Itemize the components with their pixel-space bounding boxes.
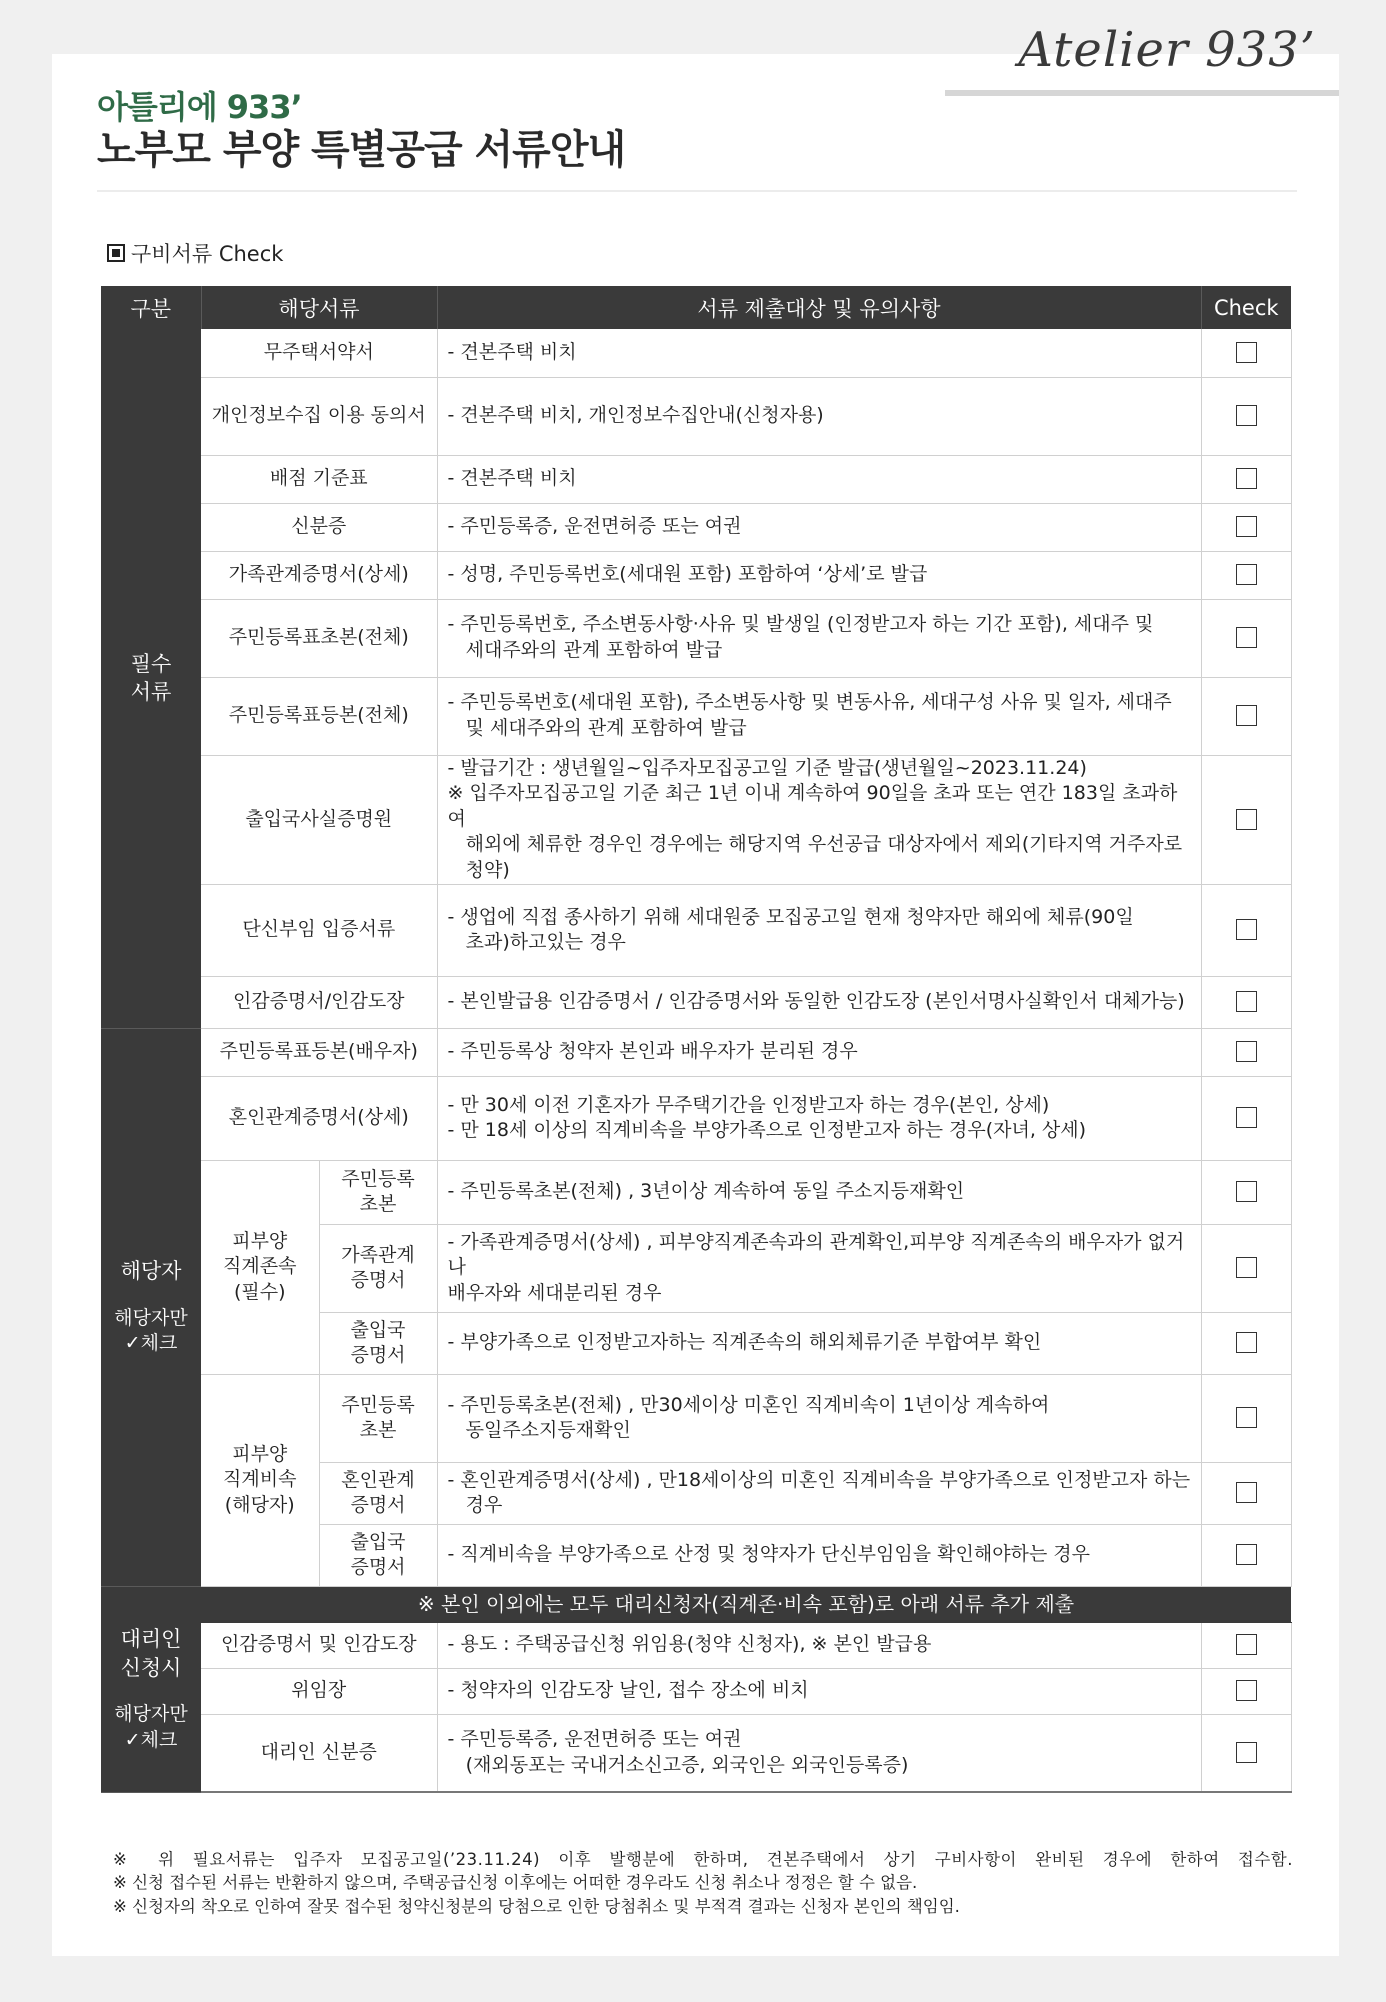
document-note: - 용도 : 주택공급신청 위임용(청약 신청자), ※ 본인 발급용 <box>437 1622 1201 1668</box>
document-note: - 주민등록번호(세대원 포함), 주소변동사항 및 변동사유, 세대구성 사유 및 일자, 세대주 및 세대주와의 관계 포함하여 발급 <box>437 677 1201 755</box>
checkbox[interactable] <box>1236 1680 1257 1701</box>
checkbox[interactable] <box>1236 705 1257 726</box>
document-name: 인감증명서/인감도장 <box>201 976 437 1028</box>
document-name: 주민등록표등본(배우자) <box>201 1028 437 1076</box>
check-cell <box>1201 1224 1291 1312</box>
checkbox[interactable] <box>1236 1634 1257 1655</box>
checkbox[interactable] <box>1236 1332 1257 1353</box>
document-note: - 발급기간 : 생년월일~입주자모집공고일 기준 발급(생년월일~2023.11.24) ※ 입주자모집공고일 기준 최근 1년 이내 계속하여 90일을 초과 또는 연간 183일 초과하여 해외에 체류한 경우인 경우에는 해당지역 우선공급 대상자에서 제외(기타지역 거주자로 청약) <box>437 755 1201 884</box>
checkbox[interactable] <box>1236 1181 1257 1202</box>
category-applicable-sub-label: 해당자만 ✓체크 <box>114 1306 188 1355</box>
document-note: - 청약자의 인감도장 날인, 접수 장소에 비치 <box>437 1668 1201 1714</box>
category-proxy <box>101 1586 201 1792</box>
table-row <box>101 884 1291 976</box>
table-row <box>101 503 1291 551</box>
checkbox[interactable] <box>1236 342 1257 363</box>
table-row <box>101 1714 1291 1792</box>
table-row <box>101 976 1291 1028</box>
document-note: - 주민등록초본(전체) , 3년이상 계속하여 동일 주소지등재확인 <box>437 1160 1201 1224</box>
section-label <box>107 238 283 268</box>
document-name: 출입국 증명서 <box>319 1312 437 1374</box>
check-cell <box>1201 1076 1291 1160</box>
check-cell <box>1201 377 1291 455</box>
document-name: 혼인관계 증명서 <box>319 1462 437 1524</box>
check-cell <box>1201 677 1291 755</box>
document-note: - 직계비속을 부양가족으로 산정 및 청약자가 단신부임임을 확인해야하는 경우 <box>437 1524 1201 1586</box>
document-name: 대리인 신분증 <box>201 1714 437 1792</box>
category-proxy-label: 대리인 신청시 <box>120 1627 182 1680</box>
check-cell <box>1201 551 1291 599</box>
table-row <box>101 1622 1291 1668</box>
category-applicable-label: 해당자 <box>120 1259 182 1284</box>
footer-note-1: ※ 위 필요서류는 입주자 모집공고일(’23.11.24) 이후 발행분에 한하며, 견본주택에서 상기 구비사항이 완비된 경우에 한하여 접수함. <box>113 1850 1293 1869</box>
check-cell <box>1201 884 1291 976</box>
check-cell <box>1201 1668 1291 1714</box>
table-header-row <box>101 286 1291 329</box>
category-applicable <box>101 1028 201 1586</box>
checkbox[interactable] <box>1236 1544 1257 1565</box>
check-cell <box>1201 455 1291 503</box>
document-note: - 혼인관계증명서(상세) , 만18세이상의 미혼인 직계비속을 부양가족으로 인정받고자 하는 경우 <box>437 1462 1201 1524</box>
checkbox[interactable] <box>1236 1742 1257 1763</box>
table-row <box>101 677 1291 755</box>
footer-notes <box>113 1848 1293 1918</box>
check-cell <box>1201 1374 1291 1462</box>
category-required-label: 필수 서류 <box>130 652 172 705</box>
check-cell <box>1201 1462 1291 1524</box>
checkbox[interactable] <box>1236 516 1257 537</box>
document-name: 출입국사실증명원 <box>201 755 437 884</box>
header-divider <box>97 190 1297 192</box>
document-note: - 견본주택 비치 <box>437 455 1201 503</box>
check-cell <box>1201 1028 1291 1076</box>
document-name: 단신부임 입증서류 <box>201 884 437 976</box>
group-ascendant: 피부양 직계존속 (필수) <box>201 1160 319 1374</box>
checkbox[interactable] <box>1236 1407 1257 1428</box>
header-document: 해당서류 <box>201 286 437 329</box>
document-name: 위임장 <box>201 1668 437 1714</box>
document-note: - 견본주택 비치 <box>437 329 1201 377</box>
document-name: 주민등록표등본(전체) <box>201 677 437 755</box>
document-note: - 가족관계증명서(상세) , 피부양직계존속과의 관계확인,피부양 직계존속의 배우자가 없거나 배우자와 세대분리된 경우 <box>437 1224 1201 1312</box>
document-name: 신분증 <box>201 503 437 551</box>
check-cell <box>1201 503 1291 551</box>
check-cell <box>1201 599 1291 677</box>
table-row <box>101 1668 1291 1714</box>
table-row <box>101 1160 1291 1224</box>
footer-note-3: ※ 신청자의 착오로 인하여 잘못 접수된 청약신청분의 당첨으로 인한 당첨취소 및 부적격 결과는 신청자 본인의 책임임. <box>113 1896 960 1916</box>
proxy-banner: ※ 본인 이외에는 모두 대리신청자(직계존·비속 포함)로 아래 서류 추가 제출 <box>201 1586 1291 1622</box>
document-name: 주민등록표초본(전체) <box>201 599 437 677</box>
checkbox[interactable] <box>1236 1257 1257 1278</box>
category-required <box>101 329 201 1028</box>
documents-table <box>101 286 1292 1793</box>
document-note: - 성명, 주민등록번호(세대원 포함) 포함하여 ‘상세’로 발급 <box>437 551 1201 599</box>
group-descendant: 피부양 직계비속 (해당자) <box>201 1374 319 1586</box>
table-row <box>101 1028 1291 1076</box>
check-cell <box>1201 1714 1291 1792</box>
document-note: - 주민등록증, 운전면허증 또는 여권 (재외동포는 국내거소신고증, 외국인은 외국인등록증) <box>437 1714 1201 1792</box>
checkbox[interactable] <box>1236 919 1257 940</box>
document-name: 혼인관계증명서(상세) <box>201 1076 437 1160</box>
document-note: - 부양가족으로 인정받고자하는 직계존속의 해외체류기준 부합여부 확인 <box>437 1312 1201 1374</box>
check-cell <box>1201 976 1291 1028</box>
document-note: - 주민등록상 청약자 본인과 배우자가 분리된 경우 <box>437 1028 1201 1076</box>
check-cell <box>1201 329 1291 377</box>
header-subtitle: 아틀리에 933’ <box>97 88 302 126</box>
table-row <box>101 329 1291 377</box>
page-title: 노부모 부양 특별공급 서류안내 <box>97 127 626 173</box>
document-note: - 주민등록초본(전체) , 만30세이상 미혼인 직계비속이 1년이상 계속하여 동일주소지등재확인 <box>437 1374 1201 1462</box>
header-check: Check <box>1201 286 1291 329</box>
section-label-text: 구비서류 Check <box>131 242 284 266</box>
document-name: 출입국 증명서 <box>319 1524 437 1586</box>
header-notes: 서류 제출대상 및 유의사항 <box>437 286 1201 329</box>
table-row <box>101 1076 1291 1160</box>
checkbox[interactable] <box>1236 468 1257 489</box>
brand-underline <box>945 90 1339 96</box>
table-body <box>101 329 1291 1792</box>
document-note: - 생업에 직접 종사하기 위해 세대원중 모집공고일 현재 청약자만 해외에 체류(90일 초과)하고있는 경우 <box>437 884 1201 976</box>
checkbox[interactable] <box>1236 1107 1257 1128</box>
table-row <box>101 377 1291 455</box>
document-name: 개인정보수집 이용 동의서 <box>201 377 437 455</box>
check-cell <box>1201 1524 1291 1586</box>
check-cell <box>1201 1622 1291 1668</box>
document-name: 가족관계증명서(상세) <box>201 551 437 599</box>
checkbox[interactable] <box>1236 991 1257 1012</box>
category-proxy-sub-label: 해당자만 ✓체크 <box>114 1702 188 1751</box>
document-name: 가족관계 증명서 <box>319 1224 437 1312</box>
document-name: 무주택서약서 <box>201 329 437 377</box>
checkbox[interactable] <box>1236 564 1257 585</box>
brand-logo: Atelier 933’ <box>1018 22 1316 78</box>
document-note: - 주민등록번호, 주소변동사항·사유 및 발생일 (인정받고자 하는 기간 포함), 세대주 및 세대주와의 관계 포함하여 발급 <box>437 599 1201 677</box>
checkbox[interactable] <box>1236 1041 1257 1062</box>
square-bullet-icon <box>107 244 125 262</box>
checkbox[interactable] <box>1236 1482 1257 1503</box>
table-row <box>101 599 1291 677</box>
document-note: - 본인발급용 인감증명서 / 인감증명서와 동일한 인감도장 (본인서명사실확인서 대체가능) <box>437 976 1201 1028</box>
document-name: 인감증명서 및 인감도장 <box>201 1622 437 1668</box>
table-row <box>101 551 1291 599</box>
checkbox[interactable] <box>1236 405 1257 426</box>
proxy-banner-row <box>101 1586 1291 1622</box>
check-cell <box>1201 1312 1291 1374</box>
check-cell <box>1201 755 1291 884</box>
table-row <box>101 755 1291 884</box>
checkbox[interactable] <box>1236 627 1257 648</box>
document-note: - 만 30세 이전 기혼자가 무주택기간을 인정받고자 하는 경우(본인, 상세) - 만 18세 이상의 직계비속을 부양가족으로 인정받고자 하는 경우(자녀, 상세) <box>437 1076 1201 1160</box>
document-note: - 견본주택 비치, 개인정보수집안내(신청자용) <box>437 377 1201 455</box>
footer-note-2: ※ 신청 접수된 서류는 반환하지 않으며, 주택공급신청 이후에는 어떠한 경우라도 신청 취소나 정정은 할 수 없음. <box>113 1873 918 1893</box>
document-name: 주민등록 초본 <box>319 1160 437 1224</box>
document-name: 주민등록 초본 <box>319 1374 437 1462</box>
table-row <box>101 1374 1291 1462</box>
document-name: 배점 기준표 <box>201 455 437 503</box>
check-cell <box>1201 1160 1291 1224</box>
checkbox[interactable] <box>1236 809 1257 830</box>
table-row <box>101 455 1291 503</box>
header-category: 구분 <box>101 286 201 329</box>
document-note: - 주민등록증, 운전면허증 또는 여권 <box>437 503 1201 551</box>
